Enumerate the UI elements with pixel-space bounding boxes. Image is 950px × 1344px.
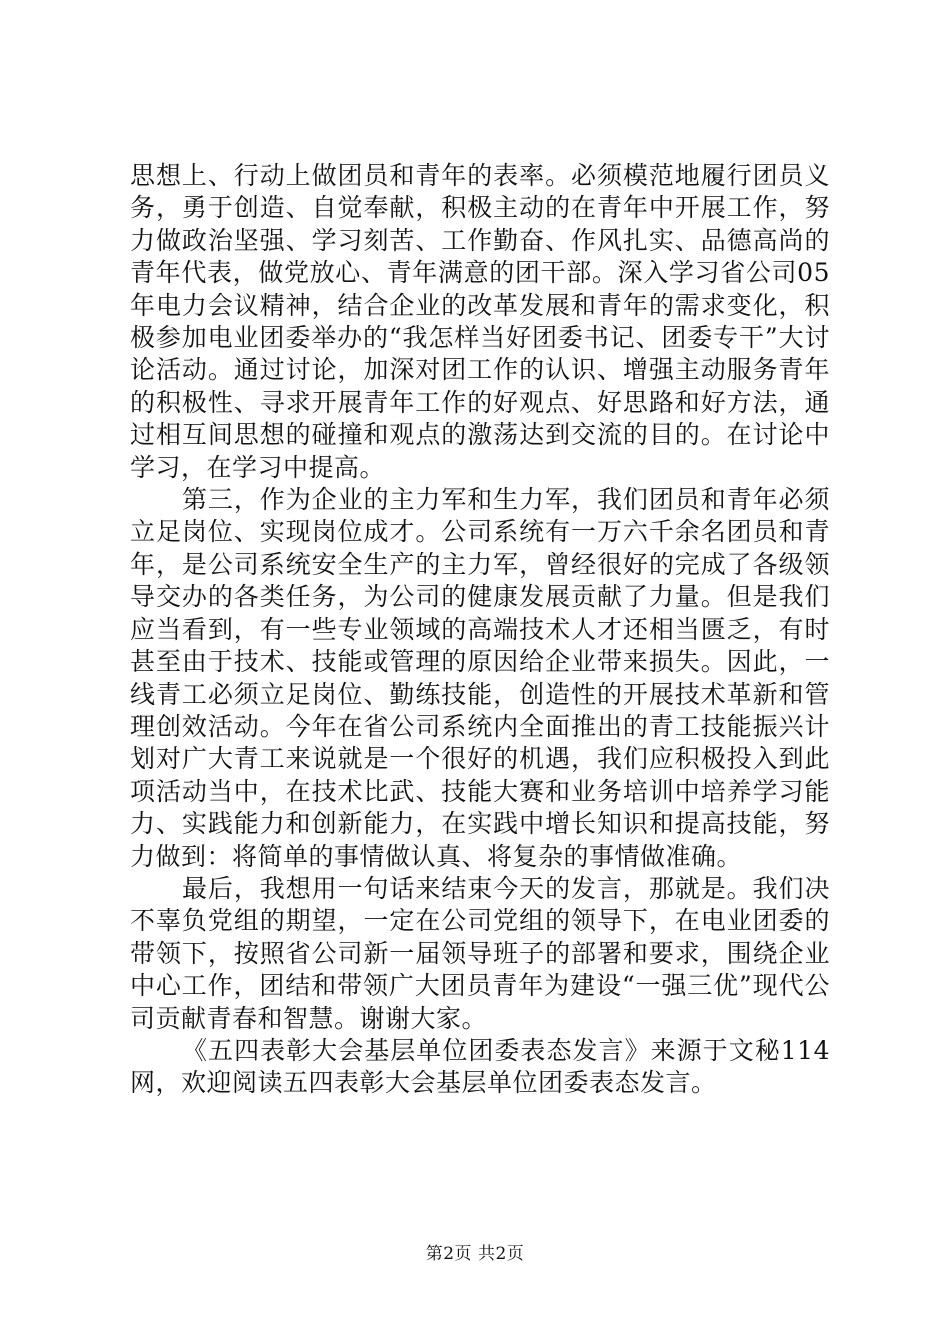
paragraph-third-point: 第三，作为企业的主力军和生力军，我们团员和青年必须立足岗位、实现岗位成才。公司系统有一万六千余名团员和青年，是公司系统安全生产的主力军，曾经很好的完成了各级领导交办的各类任务，为公司的健康发展贡献了力量。但是我们应当看到，有一些专业领域的高端技术人才还相当匮乏，有时甚至由于技术、技能或管理的原因给企业带来损失。因此，一线青工必须立足岗位、勤练技能，创造性的开展技术革新和管理创效活动。今年在省公司系统内全面推出的青工技能振兴计划对广大青工来说就是一个很好的机遇，我们应积极投入到此项活动当中，在技术比武、技能大赛和业务培训中培养学习能力、实践能力和创新能力，在实践中增长知识和提高技能，努力做到：将简单的事情做认真、将复杂的事情做准确。 <box>130 485 830 871</box>
paragraph-closing: 最后，我想用一句话来结束今天的发言，那就是。我们决不辜负党组的期望，一定在公司党组的领导下，在电业团委的带领下，按照省公司新一届领导班子的部署和要求，围绕企业中心工作，团结和带领广大团员青年为建设“一强三优”现代公司贡献青春和智慧。谢谢大家。 <box>130 873 830 1033</box>
paragraph-source-note: 《五四表彰大会基层单位团委表态发言》来源于文秘114网，欢迎阅读五四表彰大会基层单位团委表态发言。 <box>130 1035 830 1098</box>
page-footer: 第2页 共2页 <box>425 1244 525 1264</box>
document-body <box>130 160 830 1100</box>
paragraph-continuation: 思想上、行动上做团员和青年的表率。必须模范地履行团员义务，勇于创造、自觉奉献，积极主动的在青年中开展工作，努力做政治坚强、学习刻苦、工作勤奋、作风扎实、品德高尚的青年代表，做党放心、青年满意的团干部。深入学习省公司05年电力会议精神，结合企业的改革发展和青年的需求变化，积极参加电业团委举办的“我怎样当好团委书记、团委专干”大讨论活动。通过讨论，加深对团工作的认识、增强主动服务青年的积极性、寻求开展青年工作的好观点、好思路和好方法，通过相互间思想的碰撞和观点的激荡达到交流的目的。在讨论中学习，在学习中提高。 <box>130 161 830 482</box>
